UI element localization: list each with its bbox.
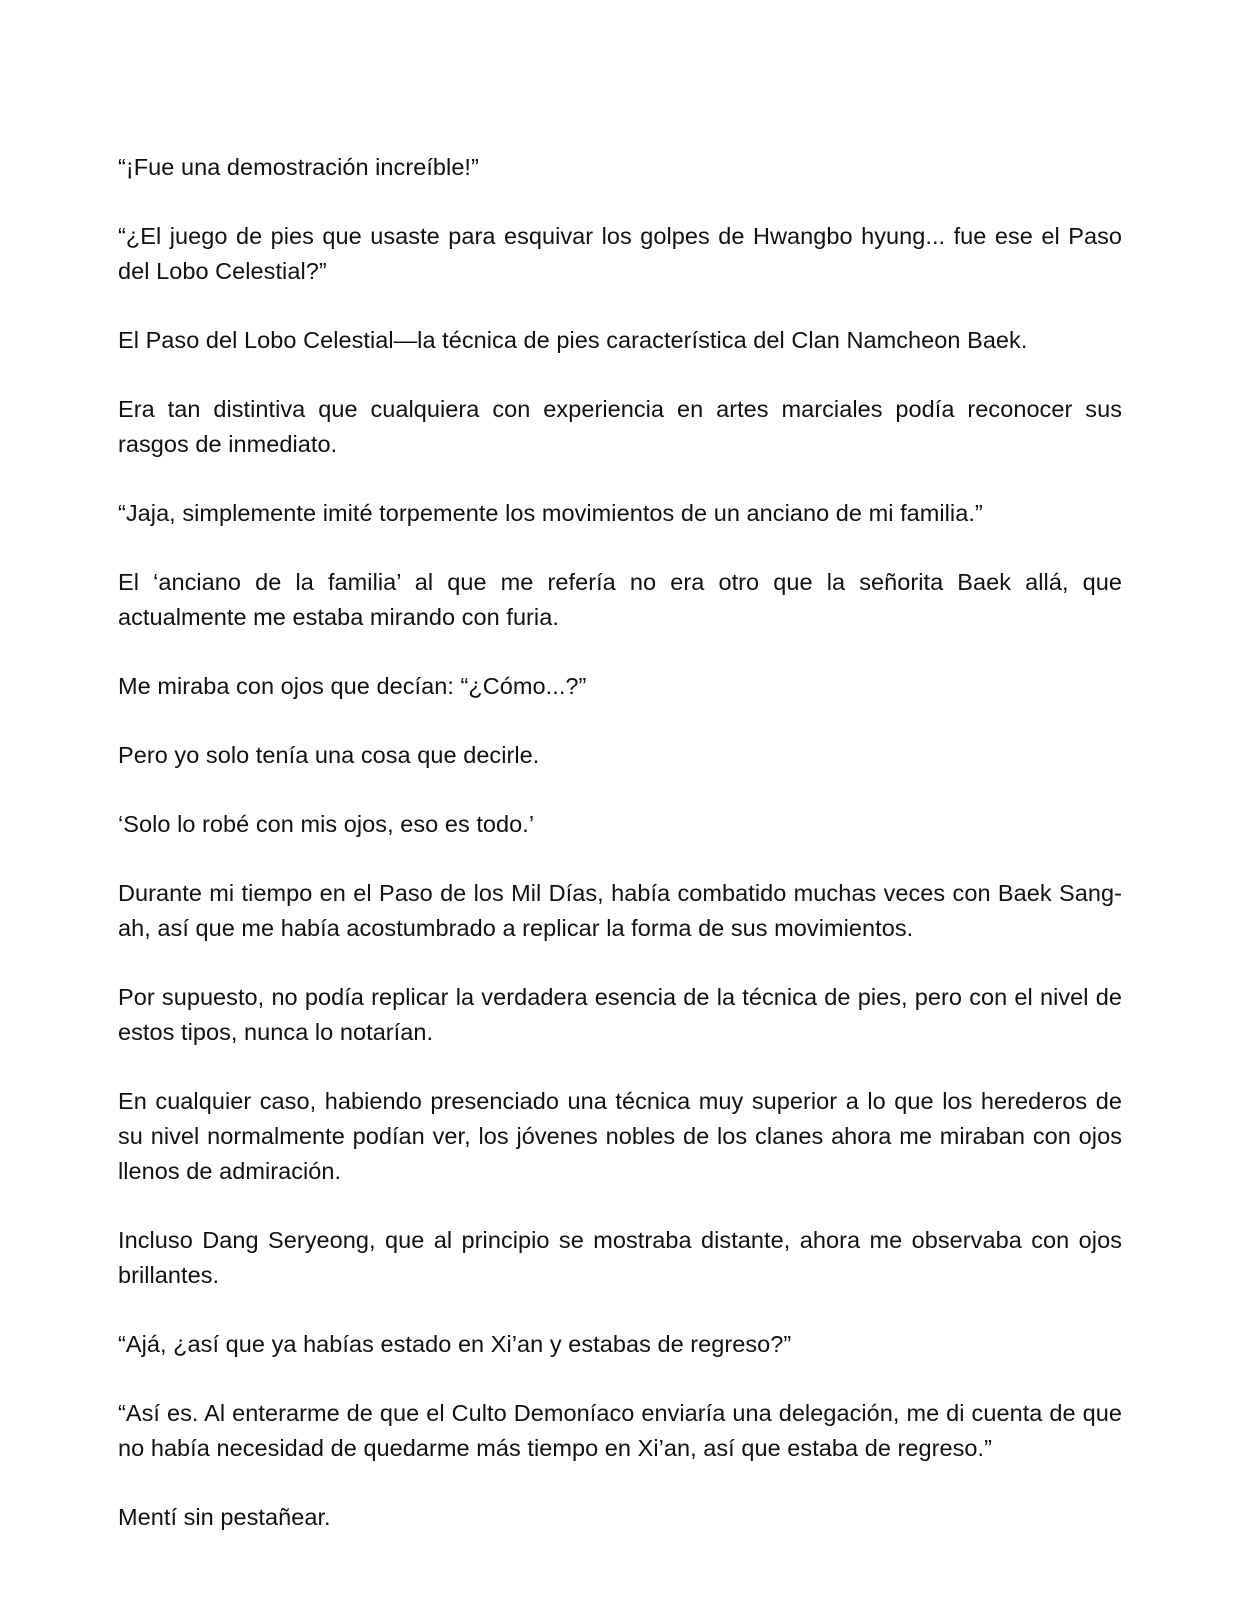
document-page	[118, 150, 1122, 1569]
paragraph: Mentí sin pestañear.	[118, 1504, 331, 1530]
paragraph: Me miraba con ojos que decían: “¿Cómo...?”	[118, 673, 587, 699]
paragraph: “Jaja, simplemente imité torpemente los movimientos de un anciano de mi familia.”	[118, 500, 983, 526]
paragraph: El ‘anciano de la familia’ al que me refería no era otro que la señorita Baek allá, que actualmente me estaba mirando con furia.	[118, 569, 1122, 630]
paragraph: Durante mi tiempo en el Paso de los Mil Días, había combatido muchas veces con Baek Sang-ah, así que me había acostumbrado a replicar la forma de sus movimientos.	[118, 880, 1122, 941]
paragraph: “Así es. Al enterarme de que el Culto Demoníaco enviaría una delegación, me di cuenta de que no había necesidad de quedarme más tiempo en Xi’an, así que estaba de regreso.”	[118, 1400, 1122, 1461]
paragraph: El Paso del Lobo Celestial—la técnica de pies característica del Clan Namcheon Baek.	[118, 327, 1028, 353]
paragraph: “¿El juego de pies que usaste para esquivar los golpes de Hwangbo hyung... fue ese el Paso del Lobo Celestial?”	[118, 223, 1122, 284]
paragraph: Incluso Dang Seryeong, que al principio se mostraba distante, ahora me observaba con ojos brillantes.	[118, 1227, 1122, 1288]
paragraph: ‘Solo lo robé con mis ojos, eso es todo.’	[118, 811, 535, 837]
paragraph: Era tan distintiva que cualquiera con experiencia en artes marciales podía reconocer sus rasgos de inmediato.	[118, 396, 1122, 457]
paragraph: En cualquier caso, habiendo presenciado una técnica muy superior a lo que los herederos de su nivel normalmente podían ver, los jóvenes nobles de los clanes ahora me miraban con ojos llenos de admiración.	[118, 1088, 1122, 1184]
paragraph: Pero yo solo tenía una cosa que decirle.	[118, 742, 540, 768]
paragraph: “¡Fue una demostración increíble!”	[118, 154, 479, 180]
paragraph: “Ajá, ¿así que ya habías estado en Xi’an y estabas de regreso?”	[118, 1331, 792, 1357]
paragraph: Por supuesto, no podía replicar la verdadera esencia de la técnica de pies, pero con el nivel de estos tipos, nunca lo notarían.	[118, 984, 1122, 1045]
